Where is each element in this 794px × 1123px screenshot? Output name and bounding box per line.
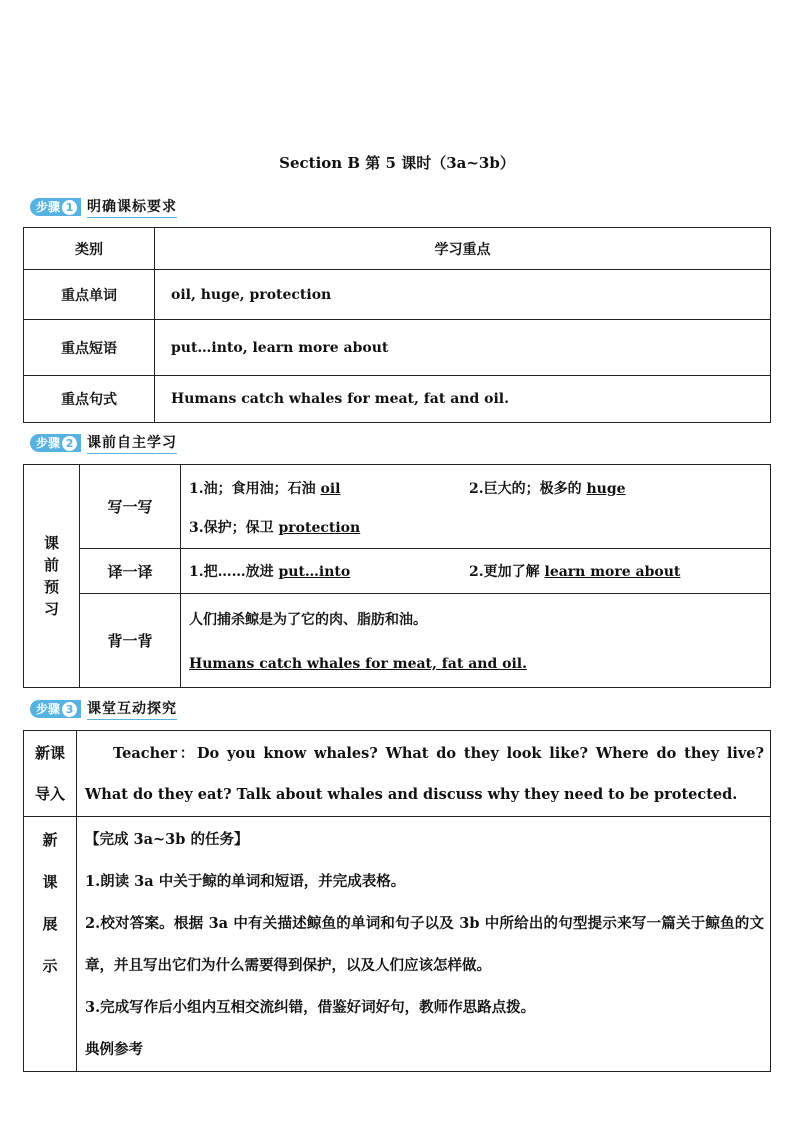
- display-side-label: 新 课 展 示: [24, 817, 77, 1072]
- intro-side-label: 新课 导入: [24, 731, 77, 817]
- step-label: 课前自主学习: [87, 432, 177, 454]
- answer: Humans catch whales for meat, fat and oil.: [189, 655, 527, 672]
- table-row: [24, 817, 771, 1072]
- step-3-heading: [30, 699, 177, 719]
- step-badge: 步骤 3: [30, 700, 81, 718]
- row-category: 重点单词: [24, 270, 155, 320]
- table-row: [24, 465, 771, 549]
- row-label: 写一写: [80, 465, 181, 549]
- table-row: [24, 731, 771, 817]
- table-row: [24, 594, 771, 688]
- header-category: 类别: [24, 228, 155, 270]
- row-content: oil, huge, protection: [155, 270, 771, 320]
- row-label: 背一背: [80, 594, 181, 688]
- answer: protection: [278, 519, 361, 536]
- preview-table: [23, 464, 771, 688]
- step-badge: 步骤 1: [30, 198, 81, 216]
- intro-text: Teacher：Do you know whales? What do they look like? Where do they live? What do they eat? Talk about whales and discuss why they need to be protected.: [77, 731, 771, 817]
- table-row: [24, 270, 771, 320]
- step-1-heading: [30, 197, 177, 217]
- answer: oil: [320, 480, 341, 497]
- step-number-icon: 2: [62, 436, 77, 451]
- table-row: [24, 320, 771, 376]
- row-content: 人们捕杀鲸是为了它的肉、脂肪和油。 Humans catch whales for meat, fat and oil.: [181, 594, 771, 688]
- row-content: 1.油；食用油；石油 oil 2.巨大的；极多的 huge 3.保护；保卫 protection: [181, 465, 771, 549]
- preview-side-label: 课前预习: [24, 465, 80, 688]
- step-number-icon: 3: [62, 702, 77, 717]
- row-label: 译一译: [80, 549, 181, 594]
- row-category: 重点句式: [24, 376, 155, 423]
- table-row: [24, 376, 771, 423]
- table-row: [24, 549, 771, 594]
- row-category: 重点短语: [24, 320, 155, 376]
- page-title: Section B 第 5 课时（3a~3b）: [279, 154, 515, 172]
- answer: learn more about: [544, 564, 681, 580]
- row-content: put…into, learn more about: [155, 320, 771, 376]
- course-requirements-table: [23, 227, 771, 423]
- row-content: 1.把……放进 put…into 2.更加了解 learn more about: [181, 549, 771, 594]
- display-text: 【完成 3a~3b 的任务】 1.朗读 3a 中关于鲸的单词和短语，并完成表格。 2.校对答案。根据 3a 中有关描述鲸鱼的单词和句子以及 3b 中所给出的句型提示来写一篇关于鲸鱼的文章，并且写出它们为什么需要得到保护，以及人们应该怎样做。 3.完成写作后小组内互相交流纠错，借鉴好词好句，教师作思路点拨。 典例参考: [77, 817, 771, 1072]
- answer: put…into: [278, 564, 351, 580]
- step-badge: 步骤 2: [30, 434, 81, 452]
- step-2-heading: [30, 433, 177, 453]
- table-header-row: [24, 228, 771, 270]
- row-content: Humans catch whales for meat, fat and oil.: [155, 376, 771, 423]
- step-number-icon: 1: [62, 200, 77, 215]
- step-label: 明确课标要求: [87, 196, 177, 218]
- answer: huge: [586, 480, 626, 497]
- header-focus: 学习重点: [155, 228, 771, 270]
- classroom-table: [23, 730, 771, 1072]
- step-label: 课堂互动探究: [87, 698, 177, 720]
